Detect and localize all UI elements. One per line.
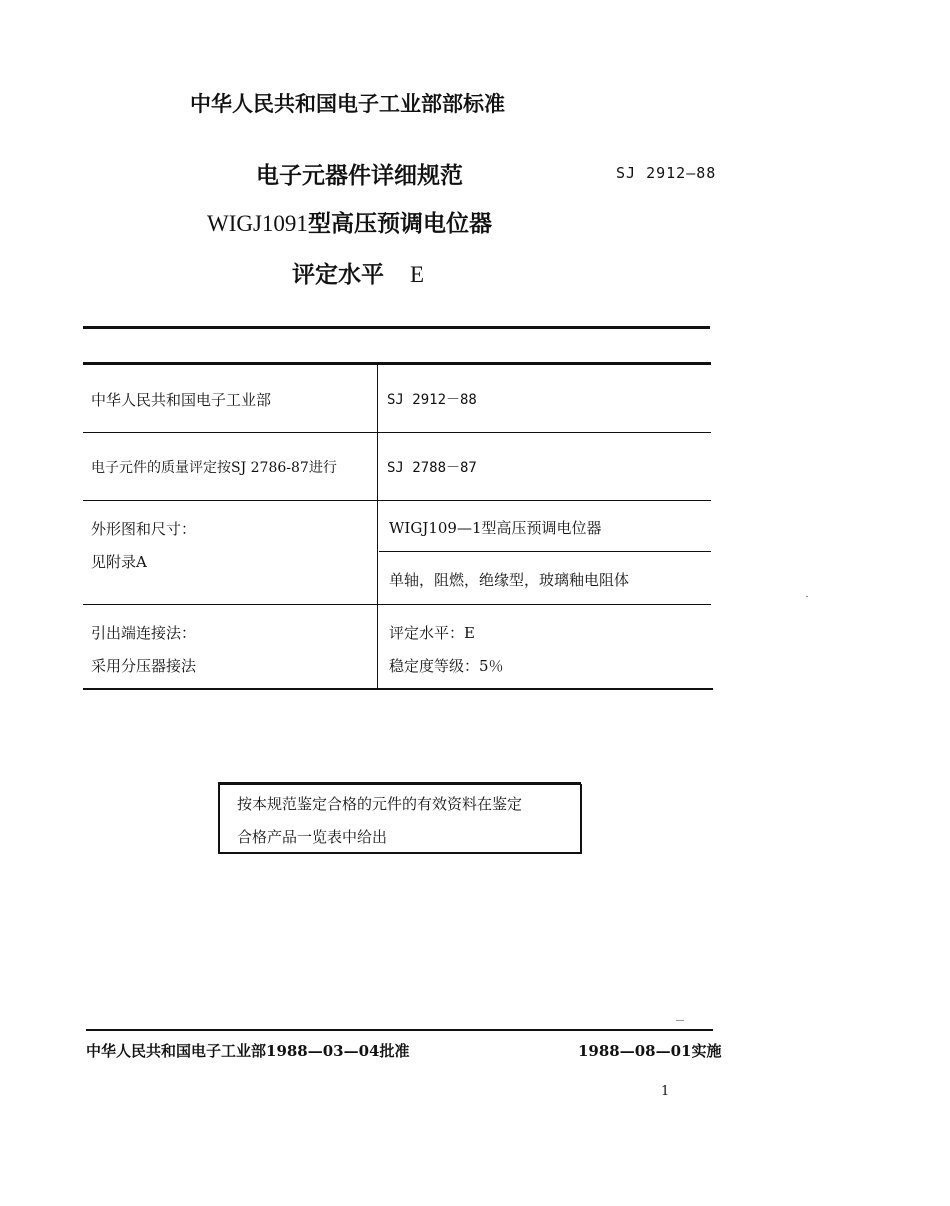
assessment-level-title xyxy=(292,256,424,289)
table-subrow-divider xyxy=(379,551,711,552)
table-row-divider xyxy=(83,432,711,433)
model-title xyxy=(207,205,492,238)
effective-date: 1988—08—01实施 xyxy=(578,1042,722,1060)
table-rule-bottom xyxy=(83,688,713,690)
spec-title: 电子元器件详细规范 xyxy=(256,162,463,189)
table-cell-issuer: 中华人民共和国电子工业部 xyxy=(91,391,272,409)
page-number: 1 xyxy=(661,1084,670,1099)
scan-speck xyxy=(676,1020,684,1021)
model-code: WIGJ1091 xyxy=(207,211,308,236)
table-column-divider xyxy=(377,365,378,690)
table-cell-terminal-label: 引出端连接法： xyxy=(91,624,197,642)
note-line: 合格产品一览表中给出 xyxy=(237,828,388,846)
table-cell-assessment-level: 评定水平：E xyxy=(389,624,475,642)
table-cell-outline-appendix: 见附录A xyxy=(91,553,147,571)
table-cell-spec-number: SJ 2912－88 xyxy=(387,392,477,408)
table-cell-construction: 单轴，阻燃，绝缘型，玻璃釉电阻体 xyxy=(389,571,630,589)
table-rule-top xyxy=(83,362,711,365)
table-cell-outline-label: 外形图和尺寸： xyxy=(91,520,197,538)
table-row-divider xyxy=(83,604,711,605)
table-cell-quality-assessment: 电子元件的质量评定按SJ 2786-87进行 xyxy=(91,460,337,476)
assessment-level-label: 评定水平 xyxy=(292,261,384,288)
title-rule-top xyxy=(83,326,710,329)
table-cell-stability-class: 稳定度等级：5％ xyxy=(389,657,504,675)
table-cell-generic-spec: SJ 2788－87 xyxy=(387,460,477,476)
table-row-divider xyxy=(83,500,711,501)
model-description: 型高压预调电位器 xyxy=(307,210,492,237)
ministry-standard-heading: 中华人民共和国电子工业部部标准 xyxy=(190,91,505,116)
table-cell-terminal-method: 采用分压器接法 xyxy=(91,657,197,675)
standard-number: SJ 2912—88 xyxy=(616,164,717,182)
assessment-level-value: E xyxy=(410,262,425,287)
note-box xyxy=(218,784,582,854)
note-line: 按本规范鉴定合格的元件的有效资料在鉴定 xyxy=(237,795,523,813)
footer-rule xyxy=(86,1029,713,1031)
table-cell-model-name: WIGJ109—1型高压预调电位器 xyxy=(389,519,602,537)
scan-speck xyxy=(806,596,808,597)
approval-date: 中华人民共和国电子工业部1988—03—04批准 xyxy=(86,1042,410,1060)
